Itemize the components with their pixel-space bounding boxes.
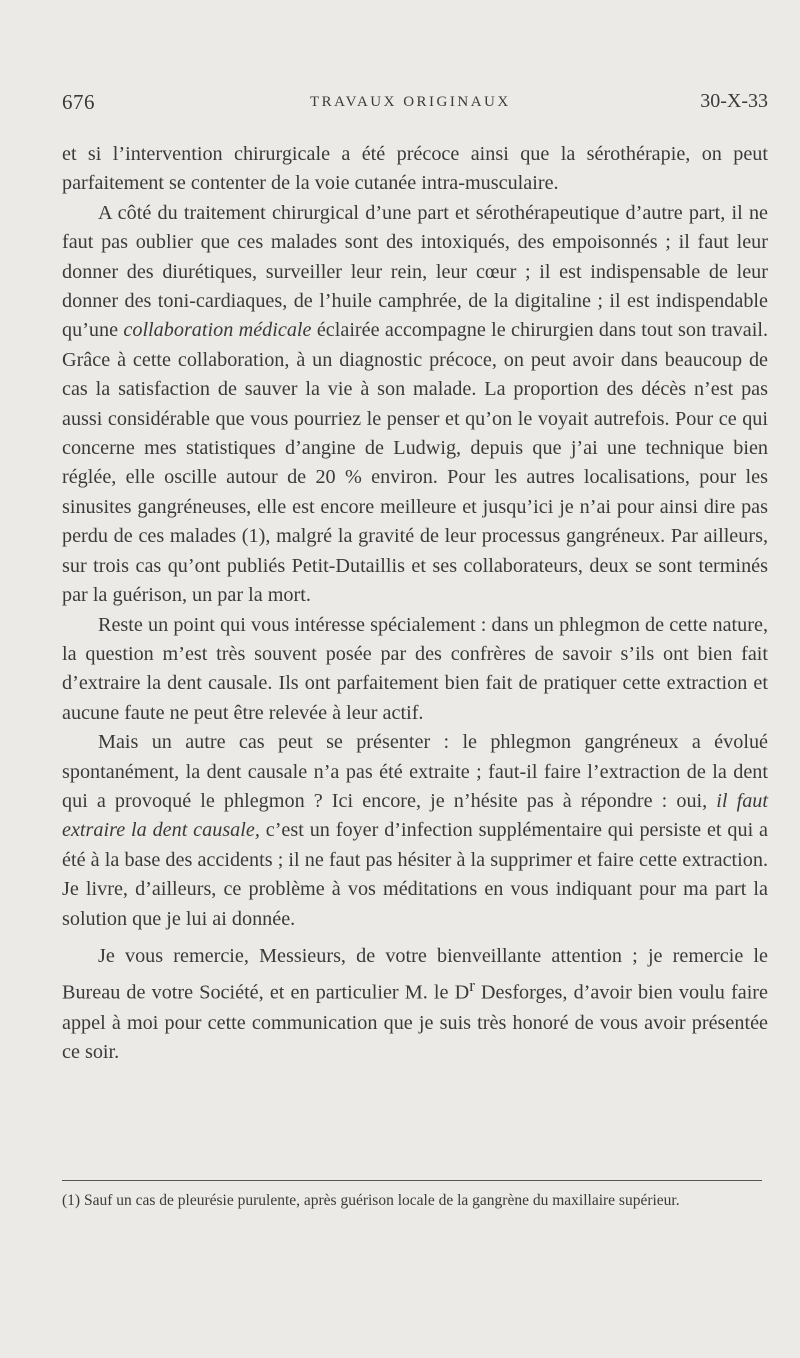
paragraph-5-text-a: Je vous remercie, Messieurs, de votre bienveillante attention ; je remercie le Bureau de votre Société, et en particulier M. le D — [62, 944, 768, 1005]
paragraph-4 — [62, 728, 768, 934]
footnote: (1) Sauf un cas de pleurésie purulente, après guérison locale de la gangrène du maxillaire supérieur. — [62, 1192, 680, 1209]
header-date: 30-X-33 — [700, 90, 768, 112]
body-text — [62, 140, 768, 1067]
paragraph-2 — [62, 199, 768, 611]
footnote-divider — [62, 1180, 762, 1181]
paragraph-1: et si l’intervention chirurgicale a été précoce ainsi que la sérothérapie, on peut parfaitement se contenter de la voie cutanée intra-musculaire. — [62, 143, 768, 195]
paragraph-3: Reste un point qui vous intéresse spécialement : dans un phlegmon de cette nature, la question m’est très souvent posée par des confrères de savoir s’ils ont bien fait d’extraire la dent causale. Ils ont parfaitement bien fait de pratiquer cette extraction et aucune faute ne peut être relevée à leur actif. — [62, 613, 768, 724]
paragraph-2-italic: collaboration médicale — [123, 319, 312, 342]
paragraph-2-text-a: A côté du traitement chirurgical d’une part et sérothérapeutique d’autre part, il ne faut pas oublier que ces malades sont des intoxiqués, des empoisonnés ; il faut leur donner des diurétiques, surveiller leur rein, leur cœur ; il est indispensable de leur donner des toni-cardiaques, de l’huile camphrée, de la digitaline ; il est indispendable qu’une — [62, 201, 768, 342]
paragraph-4-italic: il faut extraire la dent causale, — [62, 789, 769, 842]
running-title: TRAVAUX ORIGINAUX — [310, 94, 511, 110]
paragraph-5 — [62, 942, 768, 1067]
paragraph-4-text-b: c’est un foyer d’infection supplémentaire qui persiste et qui a été à la base des accidents ; il ne faut pas hésiter à la supprimer et faire cette extraction. Je livre, d’ailleurs, ce problème à vos méditations en vous indiquant pour ma part la solution que je lui ai donnée. — [62, 819, 768, 930]
paragraph-4-text-a: Mais un autre cas peut se présenter : le phlegmon gangréneux a évolué spontanément, la dent causale n’a pas été extraite ; faut-il faire l’extraction de la dent qui a provoqué le phlegmon ? Ici encore, je n’hésite pas à répondre : oui, — [62, 731, 768, 812]
paragraph-5-superscript: r — [469, 976, 475, 996]
page-header — [62, 90, 768, 118]
paragraph-2-text-b: éclairée accompagne le chirurgien dans tout son travail. Grâce à cette collaboration, à un diagnostic précoce, on peut avoir dans beaucoup de cas la satisfaction de sauver la vie à son malade. La proportion des décès n’est pas aussi considérable que vous pourriez le penser et qu’on le voyait autrefois. Pour ce qui concerne mes statistiques d’angine de Ludwig, depuis que j’ai une technique bien réglée, elle oscille autour de 20 % environ. Pour les autres localisations, pour les sinusites gangréneuses, elle est encore meilleure et jusqu’ici je n’ai pour ainsi dire pas perdu de ces malades (1), malgré la gravité de leur processus gangréneux. Par ailleurs, sur trois cas qu’ont publiés Petit-Dutaillis et ses collaborateurs, deux se sont terminés par la guérison, un par la mort. — [62, 319, 768, 607]
paragraph-5-text-b: Desforges, d’avoir bien voulu faire appel à moi pour cette communication que je suis très honoré de vous avoir présentée ce soir. — [62, 982, 768, 1063]
page-number: 676 — [62, 90, 95, 114]
